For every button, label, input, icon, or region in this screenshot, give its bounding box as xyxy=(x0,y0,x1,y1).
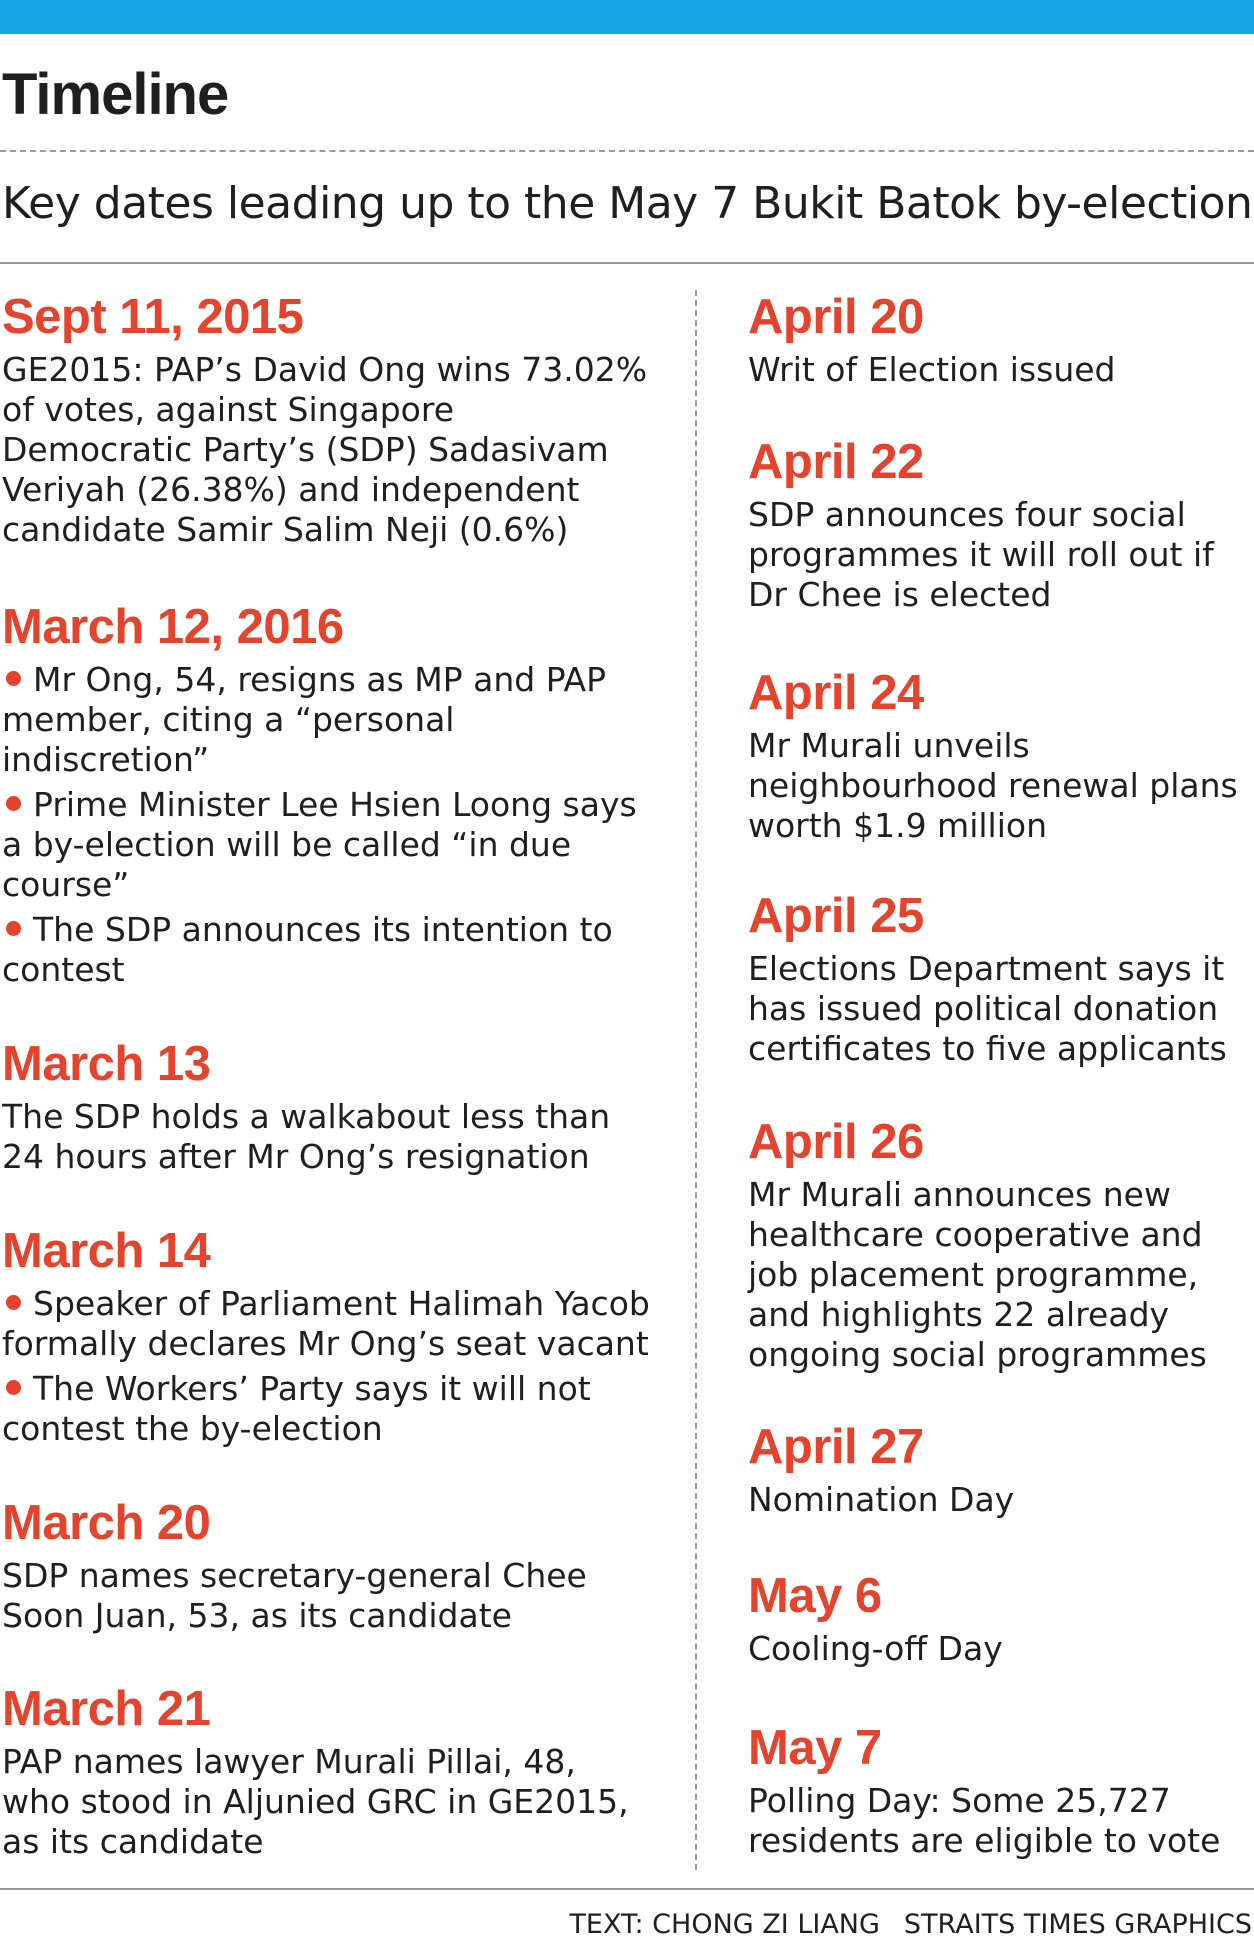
bullet-icon xyxy=(6,1380,21,1395)
list-item xyxy=(2,660,652,780)
bullet-text: Speaker of Parliament Halimah Yacob formally declares Mr Ong’s seat vacant xyxy=(2,1284,650,1363)
text-credit: TEXT: CHONG ZI LIANG xyxy=(569,1909,880,1940)
page-title: Timeline xyxy=(2,62,229,127)
bullet-text: The Workers’ Party says it will not contest the by-election xyxy=(2,1369,591,1448)
page-subtitle: Key dates leading up to the May 7 Bukit Batok by-election xyxy=(2,178,1253,229)
credits xyxy=(569,1908,1252,1942)
list-item xyxy=(2,910,652,990)
bullet-text: Mr Ong, 54, resigns as MP and PAP member, citing a “personal indiscretion” xyxy=(2,660,606,779)
entry-date: April 26 xyxy=(748,1115,924,1169)
entry-text: Cooling-off Day xyxy=(748,1629,1003,1668)
bullet-icon xyxy=(6,671,21,686)
timeline-entry-april-27 xyxy=(748,1418,1248,1520)
timeline-entry-sept-11-2015 xyxy=(2,288,652,550)
column-divider xyxy=(695,290,697,1870)
timeline-entry-april-20 xyxy=(748,288,1248,390)
entry-text: GE2015: PAP’s David Ong wins 73.02% of votes, against Singapore Democratic Party’s (SDP) Sadasivam Veriyah (26.38%) and independent candidate Samir Salim Neji (0.6%) xyxy=(2,350,648,549)
list-item xyxy=(2,785,652,905)
entry-text: The SDP holds a walkabout less than 24 hours after Mr Ong’s resignation xyxy=(2,1097,611,1176)
entry-text: SDP names secretary-general Chee Soon Juan, 53, as its candidate xyxy=(2,1556,587,1635)
bullet-text: Prime Minister Lee Hsien Loong says a by-election will be called “in due course” xyxy=(2,785,637,904)
timeline-entry-april-25 xyxy=(748,887,1248,1069)
footer-divider xyxy=(0,1888,1254,1890)
entry-date: April 22 xyxy=(748,435,924,489)
entry-date: March 12, 2016 xyxy=(2,600,344,654)
header-divider xyxy=(0,262,1254,264)
list-item xyxy=(2,1284,652,1364)
entry-text: Polling Day: Some 25,727 residents are eligible to vote xyxy=(748,1781,1221,1860)
entry-date: March 21 xyxy=(2,1682,211,1736)
entry-date: March 14 xyxy=(2,1224,211,1278)
timeline-entry-april-22 xyxy=(748,433,1248,615)
entry-text: PAP names lawyer Murali Pillai, 48, who stood in Aljunied GRC in GE2015, as its candidate xyxy=(2,1742,629,1861)
timeline-entry-march-12-2016 xyxy=(2,598,652,995)
entry-text: Nomination Day xyxy=(748,1480,1015,1519)
timeline-entry-may-6 xyxy=(748,1567,1248,1669)
entry-date: April 27 xyxy=(748,1420,924,1474)
entry-date: April 24 xyxy=(748,666,924,720)
entry-text: Writ of Election issued xyxy=(748,350,1116,389)
graphics-credit: STRAITS TIMES GRAPHICS xyxy=(903,1909,1252,1940)
bullet-icon xyxy=(6,921,21,936)
bullet-icon xyxy=(6,1295,21,1310)
timeline-entry-may-7 xyxy=(748,1719,1248,1861)
timeline-entry-march-20 xyxy=(2,1494,652,1636)
entry-date: April 25 xyxy=(748,889,924,943)
entry-date: May 7 xyxy=(748,1721,882,1775)
entry-text: Mr Murali announces new healthcare cooperative and job placement programme, and highlights 22 already ongoing social programmes xyxy=(748,1175,1207,1374)
entry-text: Elections Department says it has issued political donation certificates to five applicants xyxy=(748,949,1227,1068)
timeline-entry-march-13 xyxy=(2,1035,652,1177)
entry-text: SDP announces four social programmes it will roll out if Dr Chee is elected xyxy=(748,495,1214,614)
entry-date: Sept 11, 2015 xyxy=(2,290,304,344)
timeline-entry-april-26 xyxy=(748,1113,1248,1375)
list-item xyxy=(2,1369,652,1449)
entry-date: May 6 xyxy=(748,1569,882,1623)
bullet-text: The SDP announces its intention to contest xyxy=(2,910,613,989)
timeline-entry-march-14 xyxy=(2,1222,652,1454)
bullet-icon xyxy=(6,796,21,811)
entry-date: March 13 xyxy=(2,1037,211,1091)
title-divider xyxy=(0,150,1254,152)
entry-date: April 20 xyxy=(748,290,924,344)
timeline-entry-march-21 xyxy=(2,1680,652,1862)
timeline-entry-april-24 xyxy=(748,664,1248,846)
entry-date: March 20 xyxy=(2,1496,211,1550)
top-accent-bar xyxy=(0,0,1254,34)
entry-text: Mr Murali unveils neighbourhood renewal plans worth $1.9 million xyxy=(748,726,1238,845)
